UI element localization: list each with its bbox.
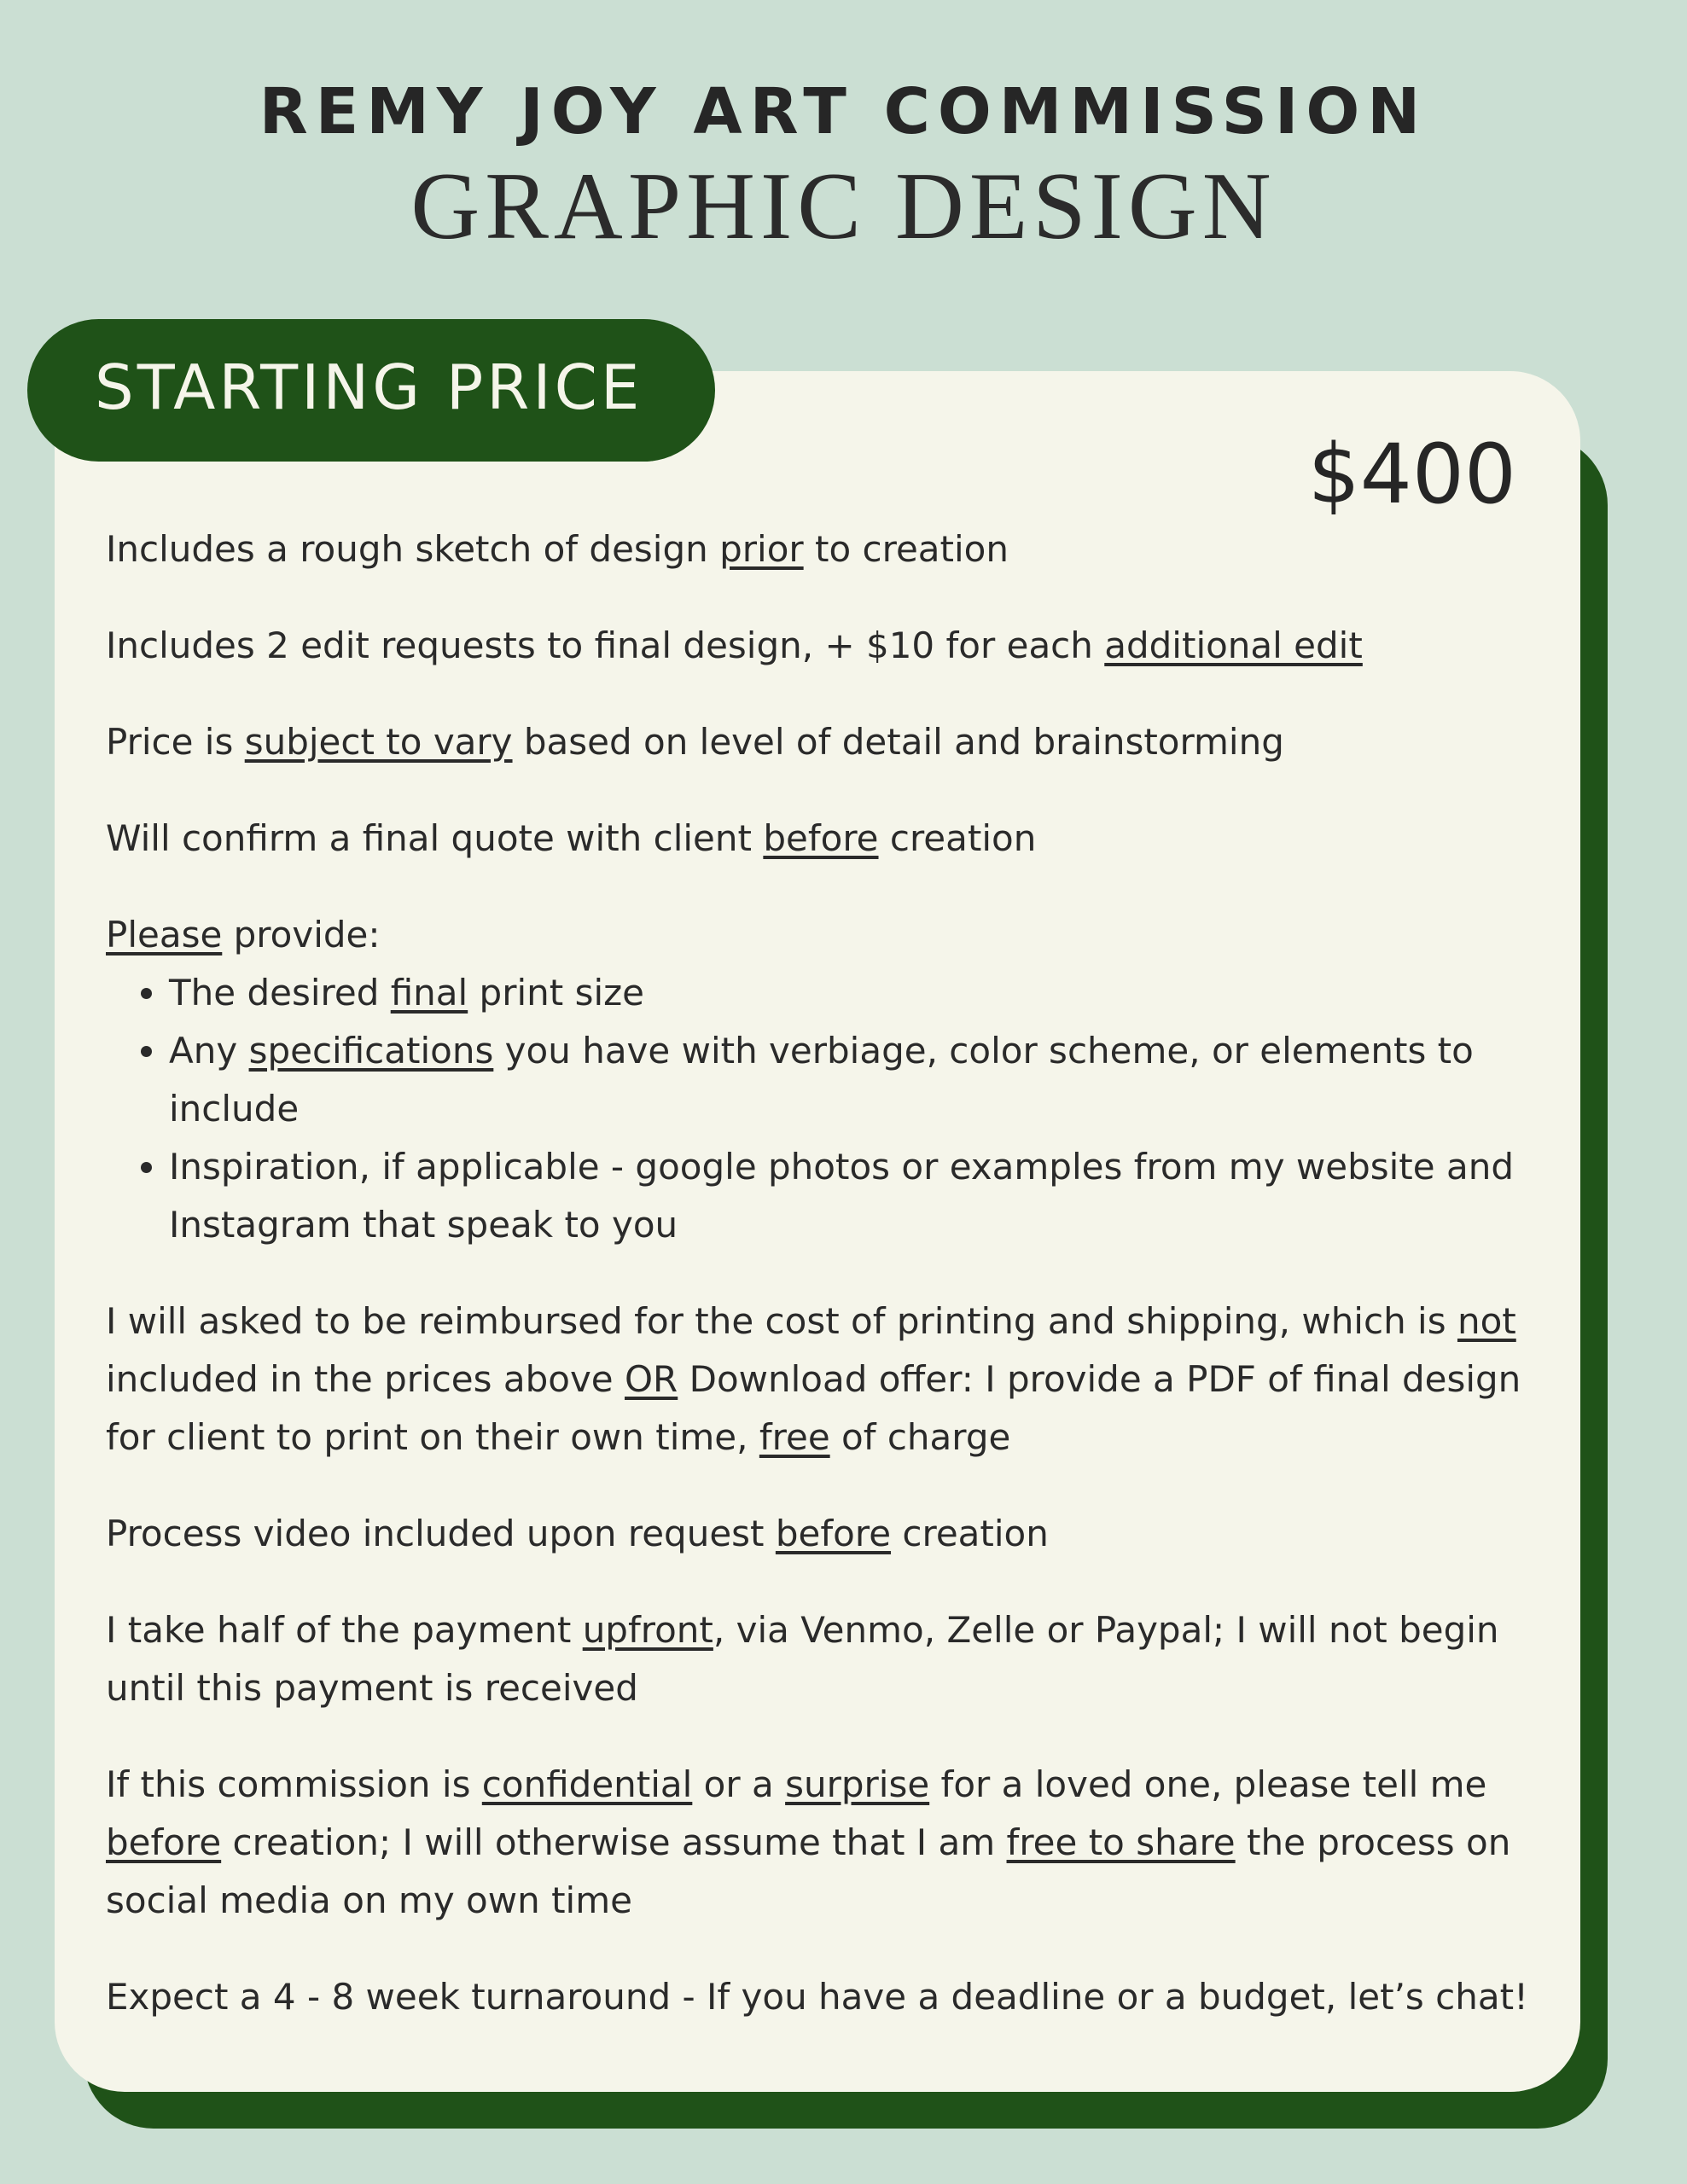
emphasis: before: [775, 1513, 892, 1554]
term-sketch: [106, 520, 1548, 578]
text: I will asked to be reimbursed for the cost of printing and shipping, which is: [106, 1300, 1457, 1342]
text: Download offer: I provide a PDF of final design for client to print on their own time,: [106, 1358, 1521, 1458]
price-value: $400: [1307, 427, 1516, 522]
text: creation; I will otherwise assume that I am: [221, 1821, 1007, 1863]
list-item: [169, 1138, 1548, 1254]
emphasis: upfront: [582, 1609, 713, 1651]
text: Expect a 4 - 8 week turnaround - If you have a deadline or a budget, let’s chat!: [106, 1976, 1528, 2018]
text: The desired: [169, 972, 391, 1014]
starting-price-label: STARTING PRICE: [95, 351, 643, 423]
emphasis: confidential: [481, 1763, 693, 1805]
text: Process video included upon request: [106, 1513, 776, 1554]
page-subtitle: GRAPHIC DESIGN: [410, 154, 1277, 259]
text: creation: [891, 1513, 1049, 1554]
page-title: REMY JOY ART COMMISSION: [259, 75, 1428, 148]
text: provide:: [222, 914, 381, 956]
text: Will confirm a final quote with client: [106, 817, 764, 859]
emphasis: OR: [625, 1358, 678, 1400]
text: print size: [468, 972, 645, 1014]
emphasis: subject to vary: [244, 721, 513, 763]
text: included in the prices above: [106, 1358, 625, 1400]
list-item: [169, 964, 1548, 1022]
terms-list: [106, 520, 1548, 2065]
text: If this commission is: [106, 1763, 482, 1805]
emphasis: surprise: [785, 1763, 930, 1805]
emphasis: specifications: [248, 1030, 494, 1072]
emphasis: not: [1457, 1300, 1516, 1342]
term-process-video: [106, 1505, 1548, 1563]
text: the process on social media on my own time: [106, 1821, 1511, 1921]
text: based on level of detail and brainstorming: [512, 721, 1284, 763]
text: I take half of the payment: [106, 1609, 583, 1651]
emphasis: before: [763, 817, 879, 859]
emphasis: additional edit: [1104, 624, 1363, 666]
term-payment: [106, 1601, 1548, 1717]
text: to creation: [803, 528, 1009, 570]
text: , via Venmo, Zelle or Paypal; I will not begin until this payment is received: [106, 1609, 1499, 1709]
text: Includes a rough sketch of design: [106, 528, 720, 570]
emphasis: final: [390, 972, 468, 1014]
text: for a loved one, please tell me: [929, 1763, 1487, 1805]
emphasis: free: [759, 1416, 830, 1458]
term-confidential: [106, 1756, 1548, 1930]
term-printing: [106, 1292, 1548, 1467]
text: or a: [692, 1763, 786, 1805]
term-turnaround: [106, 1968, 1548, 2026]
text: of charge: [829, 1416, 1011, 1458]
text: Price is: [106, 721, 245, 763]
provide-list: [106, 964, 1548, 1254]
term-price-vary: [106, 713, 1548, 771]
term-quote: [106, 810, 1548, 868]
text: Inspiration, if applicable - google photos or examples from my website and Instagram that speak to you: [169, 1146, 1514, 1246]
list-item: [169, 1022, 1548, 1138]
text: creation: [878, 817, 1037, 859]
emphasis: free to share: [1006, 1821, 1236, 1863]
term-edits: [106, 617, 1548, 675]
text: you have with verbiage, color scheme, or elements to include: [169, 1030, 1474, 1130]
text: Any: [169, 1030, 249, 1072]
emphasis: before: [106, 1821, 222, 1863]
term-please-provide: [106, 906, 1548, 1254]
emphasis: Please: [106, 914, 223, 956]
text: Includes 2 edit requests to final design, + $10 for each: [106, 624, 1105, 666]
emphasis: prior: [719, 528, 804, 570]
